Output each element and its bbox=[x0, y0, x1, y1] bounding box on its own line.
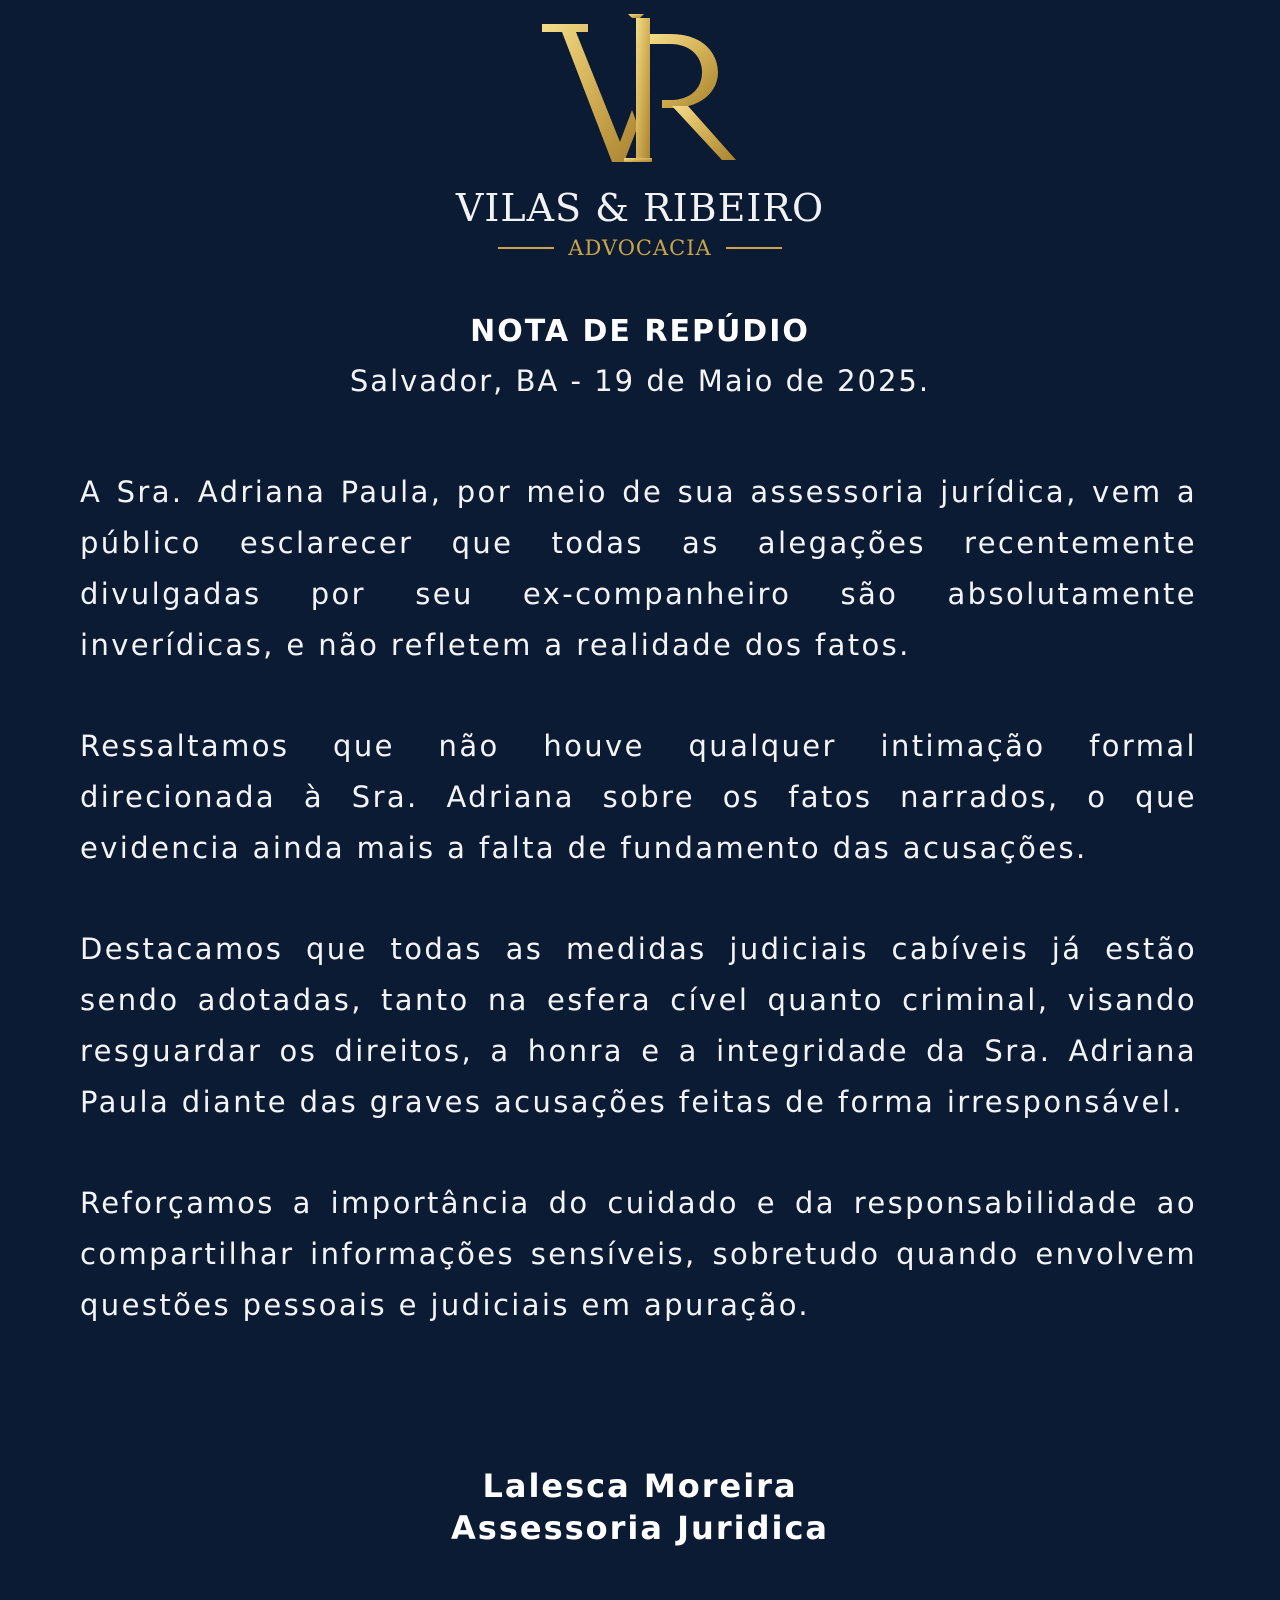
signature-role: Assessoria Juridica bbox=[451, 1509, 829, 1547]
paragraph-3: Destacamos que todas as medidas judiciais cabíveis já estão sendo adotadas, tanto na esfera cível quanto criminal, visando resguardar os direitos, a honra e a integridade da Sra. Adriana Paula diante das graves acusações feitas de forma irresponsável. bbox=[80, 932, 1197, 1119]
paragraph-4: Reforçamos a importância do cuidado e da responsabilidade ao compartilhar informações sensíveis, sobretudo quando envolvem questões pessoais e judiciais em apuração. bbox=[80, 1186, 1197, 1322]
firm-logo bbox=[0, 14, 1280, 262]
firm-subtitle: ADVOCACIA bbox=[568, 236, 712, 260]
firm-subtitle-row bbox=[0, 234, 1280, 262]
paragraph-2: Ressaltamos que não houve qualquer intimação formal direcionada à Sra. Adriana sobre os fatos narrados, o que evidencia ainda mais a falta de fundamento das acusações. bbox=[80, 729, 1197, 865]
signature-name: Lalesca Moreira bbox=[482, 1467, 798, 1505]
divider-line-right bbox=[726, 247, 782, 249]
firm-name: VILAS & RIBEIRO bbox=[455, 186, 825, 230]
note-title: NOTA DE REPÚDIO bbox=[470, 314, 810, 349]
signature-block bbox=[0, 1465, 1280, 1549]
dateline: Salvador, BA - 19 de Maio de 2025. bbox=[349, 364, 931, 398]
divider-line-left bbox=[498, 247, 554, 249]
note-body bbox=[80, 467, 1197, 1381]
paragraph-1: A Sra. Adriana Paula, por meio de sua assessoria jurídica, vem a público esclarecer que todas as alegações recentemente divulgadas por seu ex-companheiro são absolutamente inverídicas, e não refletem a realidade dos fatos. bbox=[80, 475, 1197, 662]
vr-monogram-logo bbox=[540, 14, 740, 166]
